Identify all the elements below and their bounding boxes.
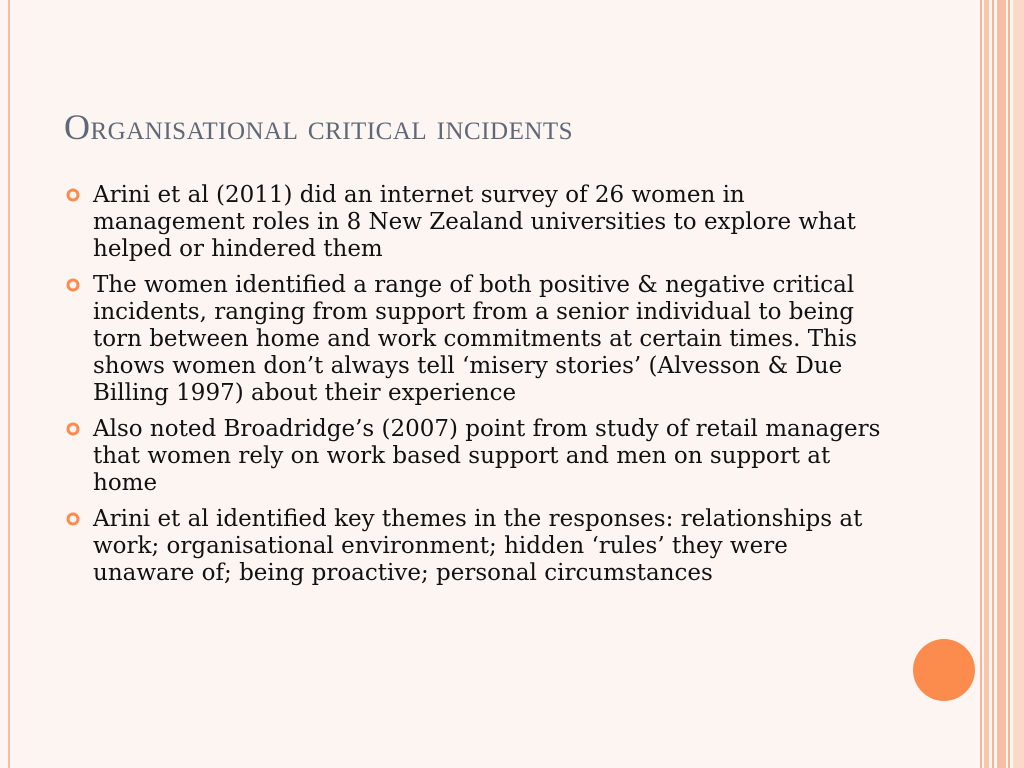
bullet-item	[64, 272, 884, 407]
bullet-item	[64, 182, 884, 263]
bullet-text: Also noted Broadridge’s (2007) point from study of retail managers that women rely on work based support and men on support at home	[93, 416, 881, 496]
bullet-text: Arini et al (2011) did an internet survey of 26 women in management roles in 8 New Zealand universities to explore what helped or hindered them	[93, 182, 856, 262]
slide-title: Organisational critical incidents	[64, 107, 574, 147]
decorative-circle	[913, 639, 975, 701]
right-stripe	[980, 0, 982, 768]
ring-bullet-icon	[66, 278, 80, 292]
left-border-line	[8, 0, 10, 768]
ring-bullet-icon	[66, 188, 80, 202]
right-stripe	[1013, 0, 1024, 768]
right-stripe	[997, 0, 1006, 768]
ring-bullet-icon	[66, 422, 80, 436]
bullet-item	[64, 506, 884, 587]
bullet-text: The women identified a range of both positive & negative critical incidents, ranging from support from a senior individual to being torn between home and work commitments at certain times. This shows women don’t always tell ‘misery stories’ (Alvesson & Due Billing 1997) about their experience	[93, 272, 858, 406]
bullet-list	[64, 182, 884, 596]
right-stripe	[984, 0, 989, 768]
right-stripe	[1008, 0, 1010, 768]
right-stripe	[992, 0, 994, 768]
bullet-text: Arini et al identified key themes in the responses: relationships at work; organisational environment; hidden ‘rules’ they were unaware of; being proactive; personal circumstances	[93, 506, 863, 586]
bullet-item	[64, 416, 884, 497]
ring-bullet-icon	[66, 512, 80, 526]
